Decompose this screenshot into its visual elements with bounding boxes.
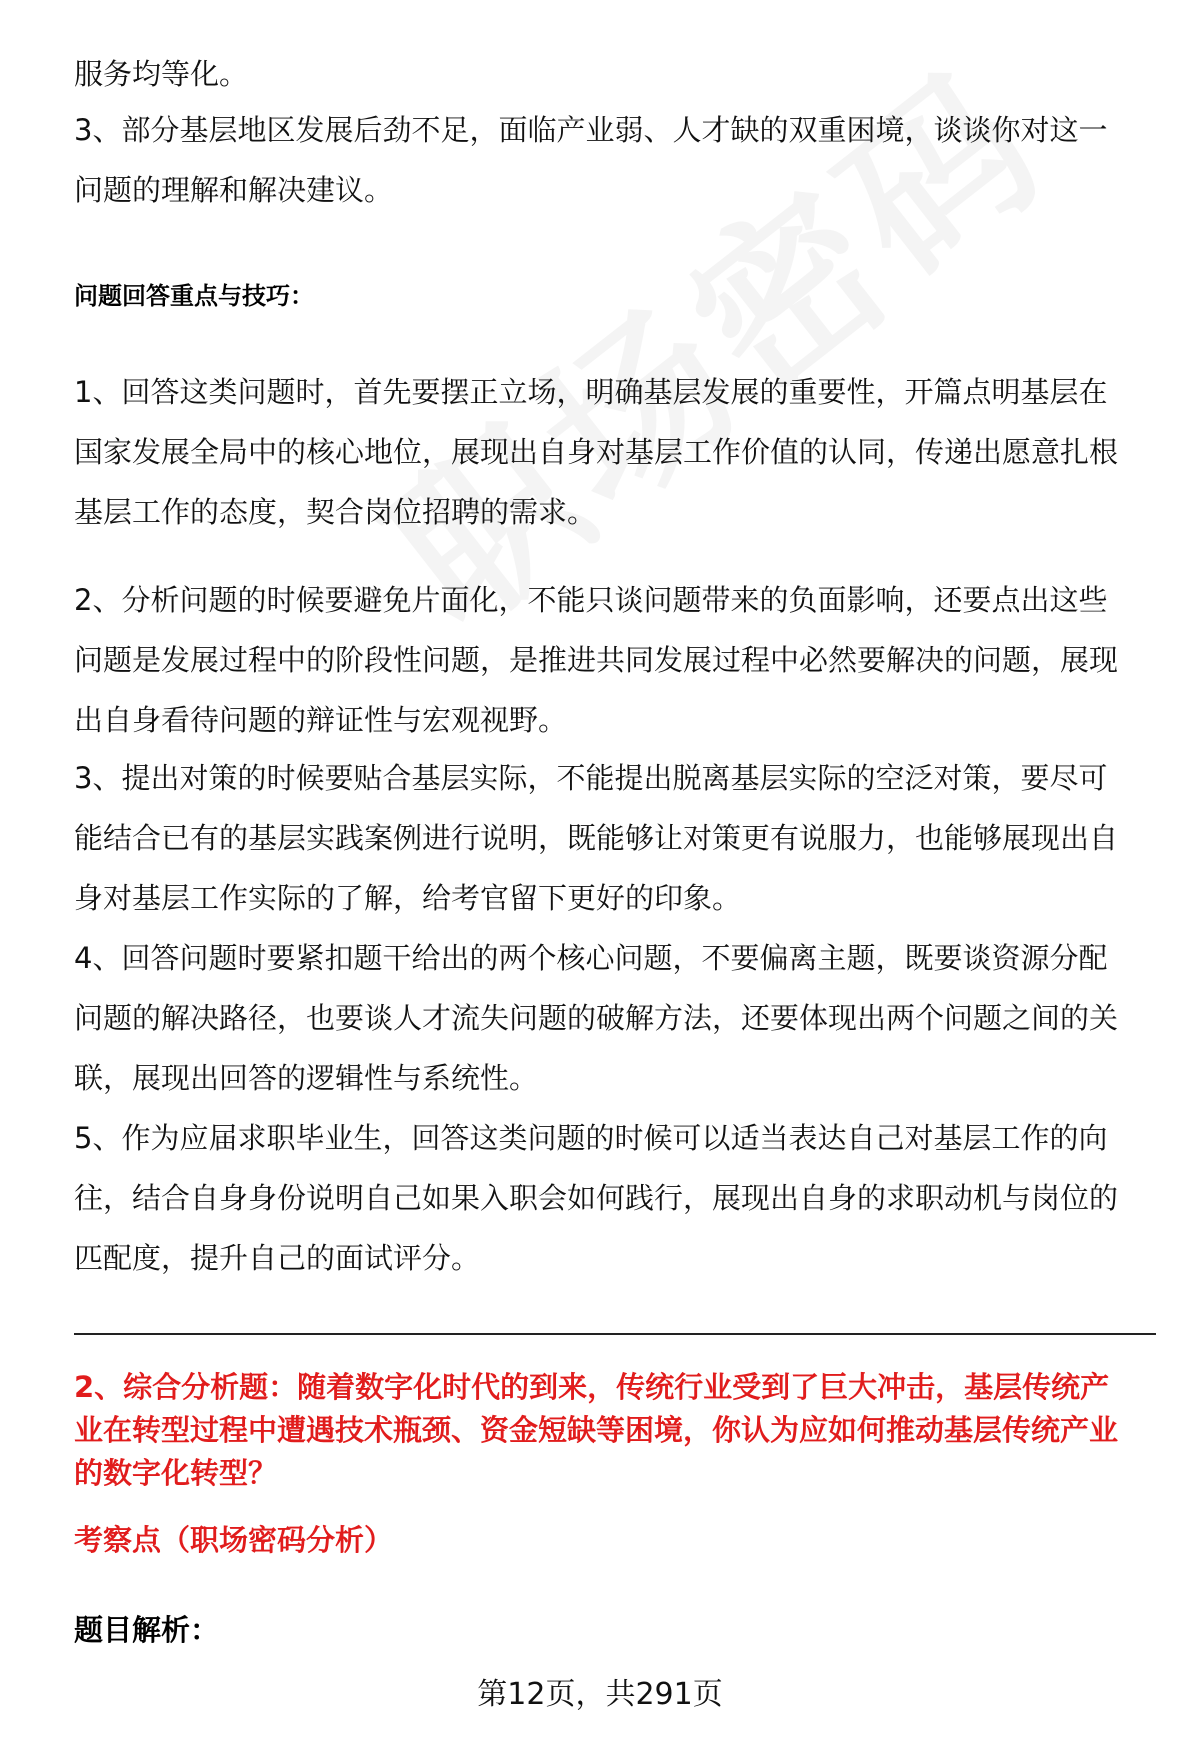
tip-4-line-2: 问题的解决路径，也要谈人才流失问题的破解方法，还要体现出两个问题之间的关	[74, 1001, 1119, 1035]
section-divider	[74, 1333, 1156, 1335]
tip-5-line-1: 5、作为应届求职毕业生，回答这类问题的时候可以适当表达自己对基层工作的向	[74, 1121, 1108, 1155]
question-3-line-2: 问题的理解和解决建议。	[74, 173, 394, 207]
next-question-line-2: 业在转型过程中遭遇技术瓶颈、资金短缺等困境，你认为应如何推动基层传统产业	[74, 1413, 1119, 1447]
tip-3-line-1: 3、提出对策的时候要贴合基层实际，不能提出脱离基层实际的空泛对策，要尽可	[74, 761, 1108, 795]
tip-5-line-3: 匹配度，提升自己的面试评分。	[74, 1241, 481, 1275]
tips-heading: 问题回答重点与技巧：	[74, 282, 314, 310]
tip-2-line-1: 2、分析问题的时候要避免片面化，不能只谈问题带来的负面影响，还要点出这些	[74, 583, 1108, 617]
page-number: 第12页，共291页	[477, 1677, 723, 1712]
next-question	[74, 1366, 1154, 1495]
tip-5	[74, 1108, 1154, 1288]
tip-1	[74, 362, 1154, 542]
tip-5-line-2: 往，结合自身身份说明自己如果入职会如何践行，展现出自身的求职动机与岗位的	[74, 1181, 1119, 1215]
question-3	[74, 100, 1154, 220]
exam-point: 考察点（职场密码分析）	[74, 1523, 394, 1557]
next-question-line-1: 2、综合分析题：随着数字化时代的到来，传统行业受到了巨大冲击，基层传统产	[74, 1370, 1110, 1404]
question-3-line-1: 3、部分基层地区发展后劲不足，面临产业弱、人才缺的双重困境，谈谈你对这一	[74, 113, 1108, 147]
analysis-heading: 题目解析：	[74, 1613, 220, 1647]
tip-4-line-3: 联，展现出回答的逻辑性与系统性。	[74, 1061, 539, 1095]
tip-1-line-2: 国家发展全局中的核心地位，展现出自身对基层工作价值的认同，传递出愿意扎根	[74, 435, 1119, 469]
tip-1-line-3: 基层工作的态度，契合岗位招聘的需求。	[74, 495, 597, 529]
tip-2	[74, 570, 1154, 750]
tip-4-line-1: 4、回答问题时要紧扣题干给出的两个核心问题，不要偏离主题，既要谈资源分配	[74, 941, 1108, 975]
tip-2-line-2: 问题是发展过程中的阶段性问题，是推进共同发展过程中必然要解决的问题，展现	[74, 643, 1119, 677]
next-question-line-3: 的数字化转型？	[74, 1456, 278, 1490]
tip-4	[74, 928, 1154, 1108]
tip-3-line-3: 身对基层工作实际的了解，给考官留下更好的印象。	[74, 881, 742, 915]
intro-tail	[74, 44, 1154, 104]
tip-3-line-2: 能结合已有的基层实践案例进行说明，既能够让对策更有说服力，也能够展现出自	[74, 821, 1119, 855]
tip-2-line-3: 出自身看待问题的辩证性与宏观视野。	[74, 703, 568, 737]
intro-tail-text: 服务均等化。	[74, 57, 249, 91]
tip-3	[74, 748, 1154, 928]
tip-1-line-1: 1、回答这类问题时，首先要摆正立场，明确基层发展的重要性，开篇点明基层在	[74, 375, 1108, 409]
